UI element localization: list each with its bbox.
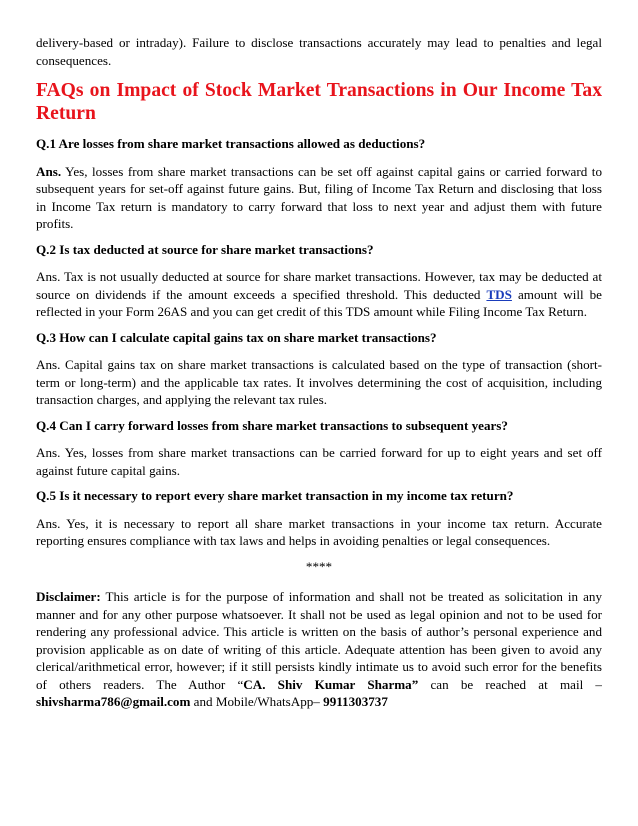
- author-name: CA. Shiv Kumar Sharma”: [243, 676, 419, 692]
- disclaimer-paragraph: [36, 588, 602, 711]
- faq-question-5: Q.5 Is it necessary to report every share market transaction in my income tax return?: [36, 488, 514, 503]
- disclaimer-text: This article is for the purpose of information and shall not be treated as solicitation in any manner and for any other purpose whatsoever. It shall not be used as legal opinion and not to be used for rendering any professional advice. This article is written on the basis of author’s personal experience and provision applicable as on date of writing of this article. Adequate attention has been given to avoid any clerical/arithmetical error, however; if it still persists kindly intimate us to avoid such error for the benefits of others readers. The Author “: [36, 589, 602, 692]
- author-phone: 9911303737: [323, 694, 388, 709]
- mobile-label: and Mobile/WhatsApp–: [193, 694, 320, 709]
- tds-link[interactable]: TDS: [486, 286, 512, 302]
- answer-prefix: Ans.: [36, 163, 62, 179]
- faq-question-1: Q.1 Are losses from share market transactions allowed as deductions?: [36, 136, 426, 151]
- answer-text-before-link: Ans. Tax is not usually deducted at source for share market transactions. However, tax may be deducted at source on dividends if the amount exceeds a specified threshold. This deducted: [36, 269, 602, 302]
- faq-heading: FAQs on Impact of Stock Market Transactions in Our Income Tax Return: [36, 80, 602, 124]
- faq-answer-3: Ans. Capital gains tax on share market transactions is calculated based on the type of transaction (short-term or long-term) and the applicable tax rates. It involves determining the cost of acquisition, including transaction charges, and applying the relevant tax rules.: [36, 357, 602, 407]
- author-email[interactable]: shivsharma786@gmail.com: [36, 694, 191, 709]
- faq-question-3: Q.3 How can I calculate capital gains tax on share market transactions?: [36, 329, 437, 345]
- faq-answer-1: [36, 163, 602, 233]
- faq-answer-2: [36, 268, 602, 321]
- faq-answer-5: Ans. Yes, it is necessary to report all share market transactions in your income tax return. Accurate reporting ensures compliance with tax laws and helps in avoiding penalties or legal consequences.: [36, 515, 602, 548]
- intro-paragraph: delivery-based or intraday). Failure to disclose transactions accurately may lead to penalties and legal consequences.: [36, 35, 602, 68]
- faq-answer-4: Ans. Yes, losses from share market transactions can be carried forward for up to eight years and set off against future capital gains.: [36, 445, 602, 478]
- answer-text-after-link: amount will be reflected in your Form 26AS and you can get credit of this TDS amount while Filing Income Tax Return.: [36, 286, 602, 319]
- faq-question-2: Q.2 Is tax deducted at source for share market transactions?: [36, 241, 374, 257]
- disclaimer-label: Disclaimer:: [36, 589, 101, 604]
- section-separator: ****: [305, 558, 333, 574]
- contact-text: can be reached at mail –: [430, 676, 602, 692]
- answer-text: Yes, losses from share market transactions can be set off against capital gains or carried forward to subsequent years for set-off against future gains. But, filing of Income Tax Return and disclosing that loss in Income Tax return is mandatory to carry forward that loss to next year and adjust them with future profits.: [36, 163, 602, 231]
- faq-question-4: Q.4 Can I carry forward losses from share market transactions to subsequent years?: [36, 417, 508, 433]
